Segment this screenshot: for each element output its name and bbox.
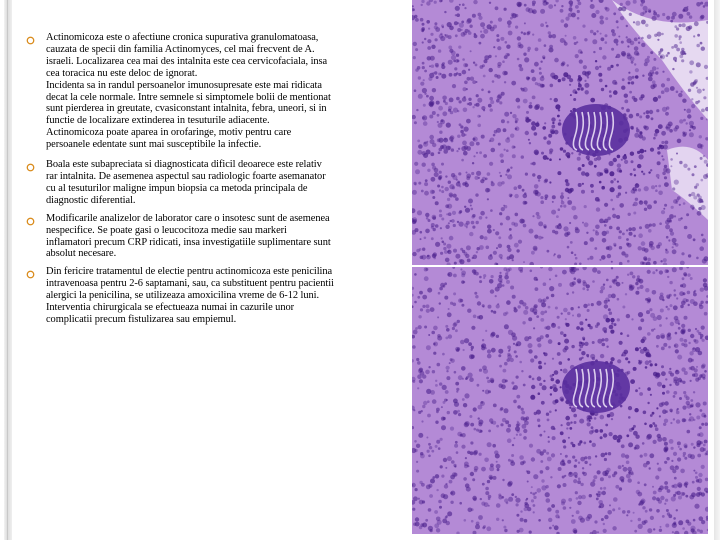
histology-image-bottom xyxy=(412,267,708,534)
text-line: cu al tesuturilor maligne impun biopsia ca metoda principala de xyxy=(46,182,308,194)
bullet-ring-icon xyxy=(26,270,35,279)
text-line: Modificarile analizelor de laborator care o insotesc sunt de asemenea xyxy=(46,212,330,224)
text-line: diagnostic diferential. xyxy=(46,194,136,206)
histology-micrograph-icon xyxy=(412,267,708,534)
text-line: Actinomicoza este o afectiune cronica supurativa granulomatoasa, xyxy=(46,32,319,43)
slide-right-border xyxy=(714,0,720,540)
text-line: alergici la penicilina, se utilizeaza amoxicilina vreme de 6-12 luni. xyxy=(46,290,320,302)
slide-left-border xyxy=(4,0,12,540)
text-line: absolut necesare. xyxy=(46,248,117,260)
bullet-text xyxy=(46,159,412,207)
text-line: complicatii precum fistulizarea sau empiemul. xyxy=(46,313,237,325)
text-line: decat la cele normale. Intre semnele si simptomele bolii de mentionat xyxy=(46,91,331,103)
text-line: cea toracica nu este deloc de ignorat. xyxy=(46,67,198,79)
text-line: Boala este subapreciata si diagnosticata dificil deoarece este relativ xyxy=(46,159,322,171)
bullet-item-3 xyxy=(24,213,412,261)
text-line: nespecifice. Se poate gasi o leucocitoza medie sau markeri xyxy=(46,224,287,236)
text-line: inflamatori precum CRP ridicati, insa investigatiile suplimentare sunt xyxy=(46,236,331,248)
bullet-text xyxy=(46,32,412,151)
bullet-text xyxy=(46,266,412,326)
bullet-ring-icon xyxy=(26,217,35,226)
bullet-text xyxy=(46,213,412,261)
bullet-list xyxy=(24,0,412,326)
text-line: rar intalnita. De asemenea aspectul sau radiologic foarte asemanator xyxy=(46,170,326,182)
text-line: Din fericire tratamentul de electie pentru actinomicoza este penicilina xyxy=(46,266,333,278)
bullet-item-1 xyxy=(24,0,412,151)
text-line: Actinomicoza poate aparea in orofaringe, motiv pentru care xyxy=(46,127,292,139)
bullet-ring-icon xyxy=(26,163,35,172)
text-line: functie de localizare extinderea in tesuturile adiacente. xyxy=(46,115,270,127)
bullet-ring-icon xyxy=(26,36,35,45)
text-line: sunt pierderea in greutate, cvasiconstant intalnita, febra, uneori, si in xyxy=(46,103,327,115)
histology-micrograph-icon xyxy=(412,0,708,265)
text-line: cauzata de specii din familia Actinomyces, cel mai frecvent de A. xyxy=(46,43,315,55)
text-line: intravenoasa pentru 2-6 saptamani, sau, ca substituent pentru pacientii xyxy=(46,278,334,290)
slide-text-column xyxy=(24,0,412,540)
histology-image-top xyxy=(412,0,708,265)
text-line: persoanele edentate sunt mai susceptibile la infectie. xyxy=(46,139,262,151)
bullet-item-4 xyxy=(24,266,412,326)
text-line: israeli. Localizarea cea mai des intalnita este cea cervicofaciala, insa xyxy=(46,55,328,67)
text-line: Interventia chirurgicala se efectueaza numai in cazurile unor xyxy=(46,302,295,314)
bullet-item-2 xyxy=(24,159,412,207)
text-line: Incidenta sa in randul persoanelor imunosupresate este mai ridicata xyxy=(46,79,322,91)
